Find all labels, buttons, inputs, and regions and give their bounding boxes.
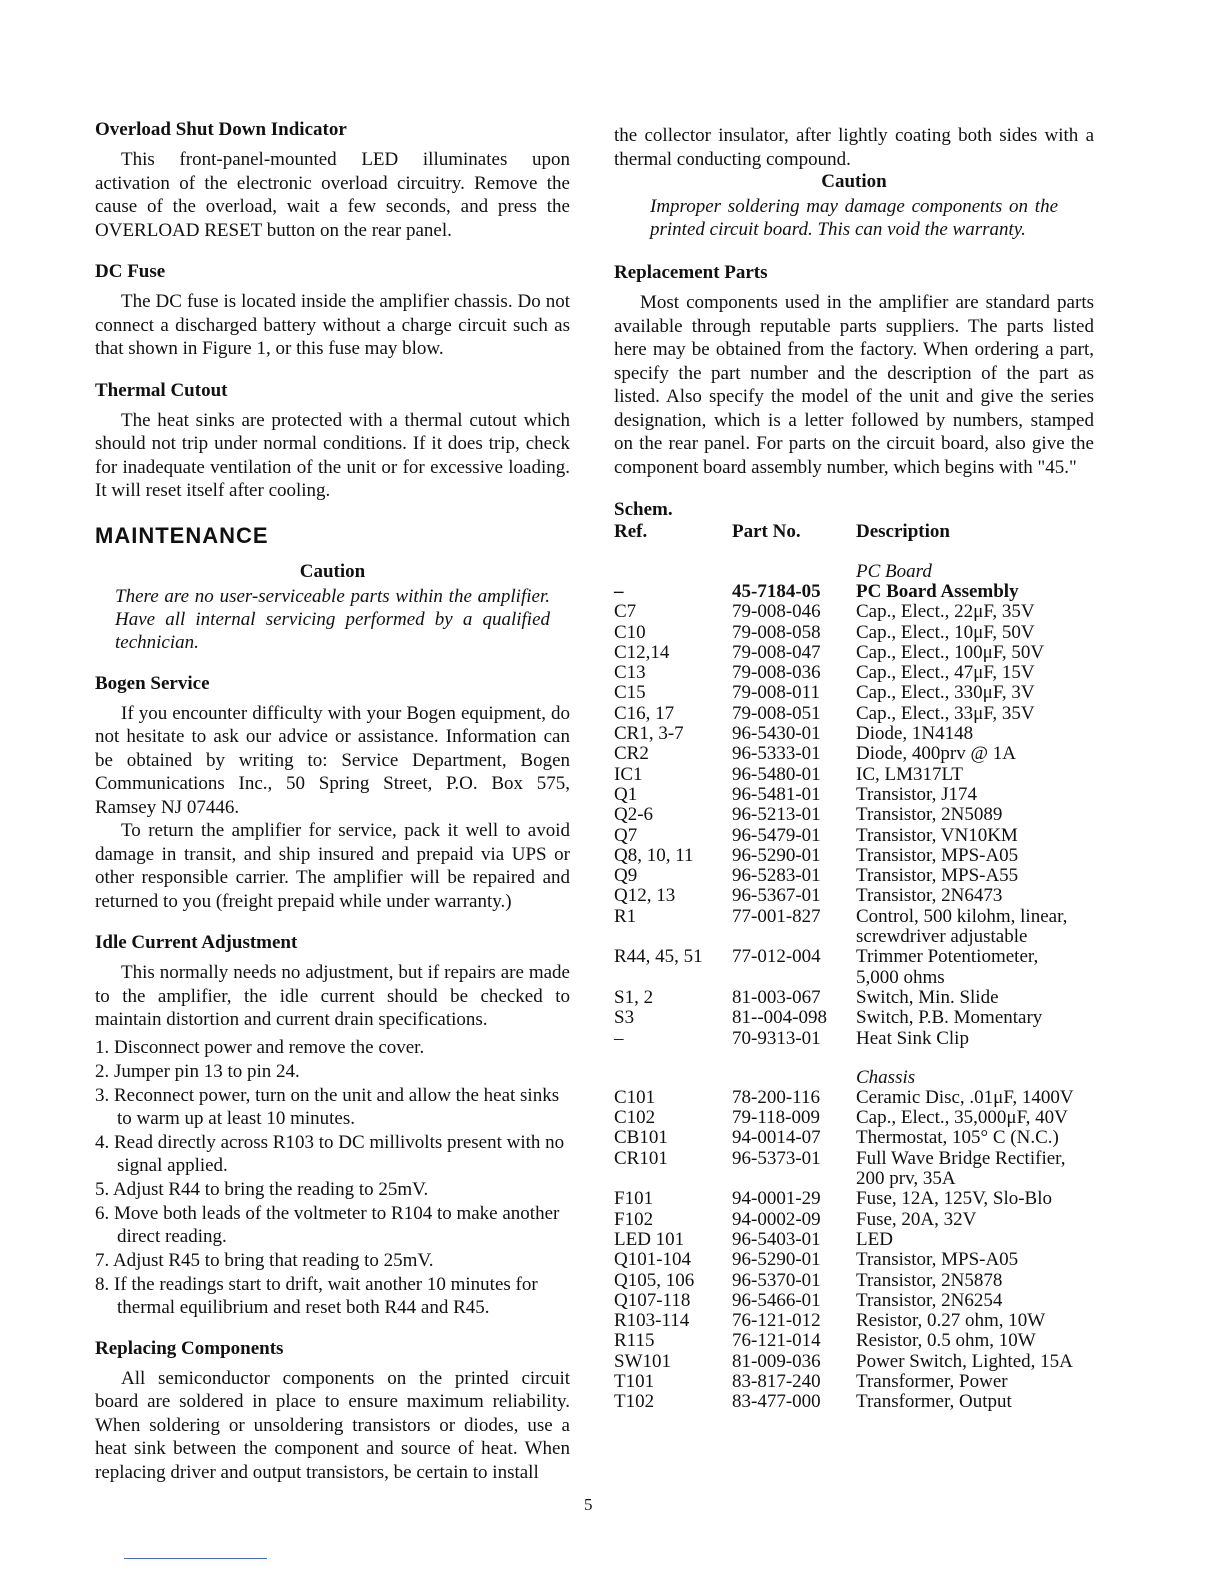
description-cell: Fuse, 20A, 32V [856, 1208, 977, 1230]
maintenance-heading: MAINTENANCE [95, 522, 269, 548]
right-column [614, 124, 1094, 1413]
thermal-cutout-section [95, 379, 570, 503]
description-cell: Transformer, Power [856, 1370, 1008, 1392]
part-no-cell: 79-008-058 [732, 621, 821, 643]
bogen-service-paragraph-1: If you encounter difficulty with your Bogen equipment, do not hesitate to ask our advice or assistance. Information can be obtained by writing to: Service Department, Bogen Communications Inc., 50 Spring Street, P.O. Box 575, Ramsey NJ 07446. [95, 702, 570, 818]
description-cell: 5,000 ohms [856, 966, 945, 988]
ref-cell: C12,14 [614, 641, 670, 663]
overload-text: This front-panel-mounted LED illuminates upon activation of the electronic overload circuitry. Remove the cause of the overload, wait a few seconds, and press the OVERLOAD RESET button on the rear panel. [95, 149, 570, 241]
description-cell: Cap., Elect., 22μF, 35V [856, 601, 1035, 623]
idle-current-heading: Idle Current Adjustment [95, 932, 298, 953]
part-no-cell: 96-5213-01 [732, 804, 821, 826]
bogen-service-heading: Bogen Service [95, 672, 210, 694]
parts-row [614, 1392, 1094, 1412]
ref-cell: C7 [614, 601, 637, 623]
description-column-header: Description [856, 521, 950, 542]
parts-row [614, 785, 1094, 805]
ref-cell: S3 [614, 1007, 635, 1029]
description-cell: Cap., Elect., 10μF, 50V [856, 621, 1035, 643]
part-no-cell: 96-5283-01 [732, 865, 821, 887]
description-cell: Transistor, MPS-A05 [856, 1249, 1019, 1271]
description-cell: Transistor, J174 [856, 783, 978, 805]
part-no-cell: 96-5479-01 [732, 824, 821, 846]
parts-row [614, 1169, 1094, 1189]
description-cell: Control, 500 kilohm, linear, [856, 905, 1068, 927]
part-no-cell: 79-008-051 [732, 702, 821, 724]
ref-cell: C13 [614, 662, 646, 684]
ref-cell: T101 [614, 1370, 655, 1392]
ref-cell: CR1, 3-7 [614, 723, 684, 745]
part-no-cell: 45-7184-05 [732, 581, 821, 602]
ref-cell: CR101 [614, 1147, 668, 1169]
part-no-cell: 76-121-014 [732, 1330, 821, 1352]
parts-row [614, 1210, 1094, 1230]
description-cell: Transistor, 2N5089 [856, 804, 1003, 826]
description-cell: Diode, 1N4148 [856, 723, 974, 745]
soldering-caution-text: Improper soldering may damage components on the printed circuit board. This can void the warranty. [650, 196, 1058, 240]
parts-row [614, 663, 1094, 683]
ref-cell: Q2-6 [614, 804, 654, 826]
parts-row [614, 886, 1094, 906]
part-no-cell: 96-5480-01 [732, 763, 821, 785]
ref-header-line2: Ref. [614, 521, 648, 542]
footer-rule [124, 1558, 267, 1559]
dc-fuse-text: The DC fuse is located inside the amplifier chassis. Do not connect a discharged battery without a charge circuit such as that shown in Figure 1, or this fuse may blow. [95, 291, 570, 359]
part-no-cell: 79-008-011 [732, 682, 820, 704]
description-cell: Transistor, MPS-A05 [856, 844, 1019, 866]
description-cell: Switch, Min. Slide [856, 986, 999, 1008]
part-no-cell: 79-008-047 [732, 641, 821, 663]
description-cell: Transistor, VN10KM [856, 824, 1018, 846]
parts-row [614, 1271, 1094, 1291]
ref-cell: IC1 [614, 763, 643, 785]
part-no-cell: 96-5333-01 [732, 743, 821, 765]
ref-cell: CB101 [614, 1127, 668, 1149]
parts-row [614, 623, 1094, 643]
parts-row [614, 724, 1094, 744]
part-no-cell [732, 1169, 856, 1189]
description-cell: Heat Sink Clip [856, 1027, 969, 1049]
ref-cell: R44, 45, 51 [614, 946, 703, 968]
description-cell: Diode, 400prv @ 1A [856, 743, 1016, 765]
ref-cell: CR2 [614, 743, 649, 765]
ref-cell: F102 [614, 1208, 654, 1230]
parts-row [614, 988, 1094, 1008]
ref-cell: R103-114 [614, 1310, 690, 1332]
replacing-components-section [95, 1337, 570, 1485]
parts-row [614, 1352, 1094, 1372]
parts-row [614, 765, 1094, 785]
parts-row [614, 1189, 1094, 1209]
step-item: 4. Read directly across R103 to DC millivolts present with no signal applied. [95, 1131, 565, 1176]
part-no-cell: 76-121-012 [732, 1310, 821, 1332]
part-no-cell: 96-5481-01 [732, 783, 821, 805]
ref-cell: Q9 [614, 865, 638, 887]
parts-row [614, 704, 1094, 724]
ref-cell: C10 [614, 621, 646, 643]
part-no-cell: 96-5290-01 [732, 1249, 821, 1271]
description-cell: Transistor, 2N6254 [856, 1289, 1003, 1311]
part-no-column-header: Part No. [732, 521, 801, 542]
part-no-cell [732, 968, 856, 988]
ref-cell: Q8, 10, 11 [614, 844, 694, 866]
thermal-cutout-heading: Thermal Cutout [95, 379, 228, 401]
part-no-cell: 83-477-000 [732, 1391, 821, 1413]
parts-row [614, 1331, 1094, 1351]
replacing-components-heading: Replacing Components [95, 1337, 284, 1359]
description-cell: Thermostat, 105° C (N.C.) [856, 1127, 1059, 1149]
part-no-cell: 79-008-036 [732, 662, 821, 684]
idle-current-intro: This normally needs no adjustment, but if repairs are made to the amplifier, the idle current should be checked to maintain distortion and current drain specifications. [95, 962, 570, 1030]
pc-board-parts-list [614, 582, 1094, 1049]
part-no-cell: 81-003-067 [732, 986, 821, 1008]
step-item: 6. Move both leads of the voltmeter to R104 to make another direct reading. [95, 1202, 560, 1247]
step-item: 3. Reconnect power, turn on the unit and allow the heat sinks to warm up at least 10 minutes. [95, 1084, 560, 1129]
part-no-cell: 79-008-046 [732, 601, 821, 623]
parts-row [614, 968, 1094, 988]
description-cell: Power Switch, Lighted, 15A [856, 1350, 1073, 1372]
description-cell: Transistor, MPS-A55 [856, 865, 1019, 887]
step-item: 2. Jumper pin 13 to pin 24. [95, 1060, 300, 1082]
parts-row [614, 907, 1094, 927]
parts-row [614, 1149, 1094, 1169]
soldering-caution-title: Caution [821, 171, 887, 192]
parts-row [614, 1372, 1094, 1392]
step-item: 8. If the readings start to drift, wait another 10 minutes for thermal equilibrium and reset both R44 and R45. [95, 1273, 538, 1318]
part-no-cell: 96-5430-01 [732, 723, 821, 745]
ref-cell: S1, 2 [614, 986, 654, 1008]
replacing-components-text: All semiconductor components on the printed circuit board are soldered in place to ensure maximum reliability. When soldering or unsoldering transistors or diodes, use a heat sink between the component and source of heat. When replacing driver and output transistors, be certain to install [95, 1367, 570, 1483]
part-no-cell: 70-9313-01 [732, 1027, 821, 1049]
parts-row [614, 866, 1094, 886]
ref-cell: Q101-104 [614, 1249, 692, 1271]
part-no-cell: 83-817-240 [732, 1370, 821, 1392]
ref-cell: Q7 [614, 824, 638, 846]
ref-cell: – [614, 581, 624, 602]
replacement-parts-section [614, 261, 1094, 479]
parts-table-header [614, 499, 1094, 543]
description-cell: Cap., Elect., 35,000μF, 40V [856, 1107, 1068, 1129]
ref-cell: C102 [614, 1107, 656, 1129]
ref-cell: Q12, 13 [614, 885, 676, 907]
ref-cell: SW101 [614, 1350, 671, 1372]
description-cell: Fuse, 12A, 125V, Slo-Blo [856, 1188, 1053, 1210]
description-cell: 200 prv, 35A [856, 1168, 956, 1190]
parts-row [614, 744, 1094, 764]
maintenance-caution-text: There are no user-serviceable parts within the amplifier. Have all internal servicing performed by a qualified technician. [115, 585, 550, 653]
description-cell: Transformer, Output [856, 1391, 1012, 1413]
ref-cell: C15 [614, 682, 646, 704]
part-no-cell: 94-0002-09 [732, 1208, 821, 1230]
description-cell: Switch, P.B. Momentary [856, 1007, 1043, 1029]
ref-column-header [614, 499, 732, 543]
parts-row [614, 1230, 1094, 1250]
left-column [95, 118, 570, 1502]
ref-cell [614, 927, 732, 947]
part-no-cell: 96-5370-01 [732, 1269, 821, 1291]
description-cell: Trimmer Potentiometer, [856, 946, 1039, 968]
dc-fuse-section [95, 260, 570, 361]
ref-cell: C16, 17 [614, 702, 675, 724]
part-no-cell [732, 927, 856, 947]
ref-cell: R115 [614, 1330, 655, 1352]
overload-section [95, 118, 570, 242]
replacement-parts-text: Most components used in the amplifier are standard parts available through reputable parts suppliers. The parts listed here may be obtained from the factory. When ordering a part, specify the part number and the description of the part as listed. Also specify the model of the unit and give the series designation, which is a letter followed by numbers, stamped on the rear panel. For parts on the circuit board, also give the component board assembly number, which begins with "45." [614, 292, 1094, 478]
parts-row [614, 1088, 1094, 1108]
ref-cell: Q107-118 [614, 1289, 691, 1311]
ref-cell: Q105, 106 [614, 1269, 695, 1291]
page-number: 5 [584, 1495, 593, 1514]
ref-cell: C101 [614, 1086, 656, 1108]
part-no-cell: 81-009-036 [732, 1350, 821, 1372]
step-item: 1. Disconnect power and remove the cover. [95, 1036, 425, 1058]
continued-text: the collector insulator, after lightly coating both sides with a thermal conducting compound. [614, 125, 1094, 170]
description-cell: Full Wave Bridge Rectifier, [856, 1147, 1066, 1169]
part-no-cell: 78-200-116 [732, 1086, 820, 1108]
part-no-cell: 79-118-009 [732, 1107, 820, 1129]
description-cell: Transistor, 2N5878 [856, 1269, 1003, 1291]
description-cell: Cap., Elect., 33μF, 35V [856, 702, 1035, 724]
part-no-cell: 96-5373-01 [732, 1147, 821, 1169]
parts-row [614, 805, 1094, 825]
part-no-cell: 96-5367-01 [732, 885, 821, 907]
thermal-cutout-text: The heat sinks are protected with a thermal cutout which should not trip under normal conditions. If it does trip, check for inadequate ventilation of the unit or for excessive loading. It will reset itself after cooling. [95, 409, 570, 501]
part-no-cell: 96-5466-01 [732, 1289, 821, 1311]
pc-board-label: PC Board [856, 561, 932, 582]
ref-cell [614, 968, 732, 988]
ref-cell: – [614, 1027, 624, 1049]
description-cell: Ceramic Disc, .01μF, 1400V [856, 1086, 1074, 1108]
chassis-parts-list [614, 1088, 1094, 1413]
idle-current-section [95, 931, 570, 1319]
chassis-label: Chassis [856, 1066, 916, 1088]
parts-row [614, 1250, 1094, 1270]
part-no-cell: 81--004-098 [732, 1007, 827, 1029]
ref-cell: F101 [614, 1188, 654, 1210]
parts-row [614, 643, 1094, 663]
parts-row [614, 1029, 1094, 1049]
parts-row [614, 1008, 1094, 1028]
parts-row [614, 846, 1094, 866]
description-cell: Resistor, 0.27 ohm, 10W [856, 1310, 1046, 1332]
parts-row [614, 1311, 1094, 1331]
part-no-cell: 96-5290-01 [732, 844, 821, 866]
part-no-cell: 94-0001-29 [732, 1188, 821, 1210]
parts-row [614, 683, 1094, 703]
description-cell: Cap., Elect., 100μF, 50V [856, 641, 1045, 663]
step-item: 7. Adjust R45 to bring that reading to 25mV. [95, 1249, 434, 1271]
parts-row [614, 826, 1094, 846]
description-cell: screwdriver adjustable [856, 926, 1028, 948]
parts-row [614, 1128, 1094, 1148]
parts-row [614, 1291, 1094, 1311]
description-cell: LED [856, 1228, 893, 1250]
idle-current-steps [95, 1036, 570, 1319]
part-no-cell: 94-0014-07 [732, 1127, 821, 1149]
description-cell: Cap., Elect., 330μF, 3V [856, 682, 1035, 704]
ref-cell: Q1 [614, 783, 638, 805]
parts-row [614, 1108, 1094, 1128]
ref-cell: LED 101 [614, 1228, 685, 1250]
ref-cell: T102 [614, 1391, 655, 1413]
replacement-parts-heading: Replacement Parts [614, 262, 768, 283]
step-item: 5. Adjust R44 to bring the reading to 25mV. [95, 1178, 429, 1200]
parts-row [614, 582, 1094, 602]
parts-row [614, 947, 1094, 967]
description-cell: Transistor, 2N6473 [856, 885, 1003, 907]
maintenance-caution-title: Caution [299, 560, 366, 582]
bogen-service-paragraph-2: To return the amplifier for service, pack it well to avoid damage in transit, and ship insured and prepaid via UPS or other responsible carrier. The amplifier will be repaired and returned to you (freight prepaid while under warranty.) [95, 820, 570, 912]
ref-cell [614, 1169, 732, 1189]
parts-row [614, 602, 1094, 622]
part-no-cell: 77-012-004 [732, 946, 821, 968]
bogen-service-section [95, 672, 570, 914]
ref-header-line1: Schem. [614, 499, 673, 520]
dc-fuse-heading: DC Fuse [95, 261, 166, 282]
parts-row [614, 927, 1094, 947]
description-cell: IC, LM317LT [856, 763, 963, 785]
ref-cell: R1 [614, 905, 637, 927]
description-cell: Resistor, 0.5 ohm, 10W [856, 1330, 1036, 1352]
description-cell: Cap., Elect., 47μF, 15V [856, 662, 1035, 684]
description-cell: PC Board Assembly [856, 581, 1019, 602]
overload-heading: Overload Shut Down Indicator [95, 119, 347, 140]
part-no-cell: 96-5403-01 [732, 1228, 821, 1250]
part-no-cell: 77-001-827 [732, 905, 821, 927]
